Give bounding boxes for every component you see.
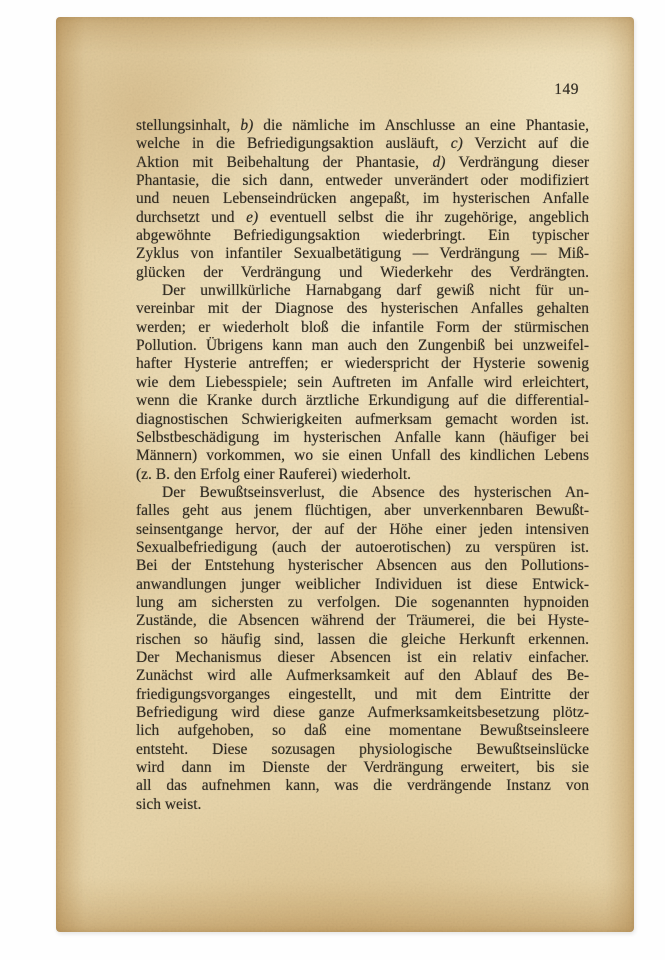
text-line: lich aufgehoben, so daß eine momentane Bewußtseinsleere [136, 722, 589, 740]
text-line: Männern) vorkommen, wo sie einen Unfall des kindlichen Lebens [136, 447, 589, 465]
page-number: 149 [554, 81, 579, 98]
text-line: vereinbar mit der Diagnose des hysterischen Anfalles gehalten [136, 300, 589, 318]
text-line: werden; er wiederholt bloß die infantile Form der stürmischen [136, 318, 589, 336]
text-line: diagnostischen Schwierigkeiten aufmerksam gemacht worden ist. [136, 410, 589, 428]
text-line: Aktion mit Beibehaltung der Phantasie, d) Verdrängung dieser [136, 153, 589, 171]
text-line: Pollution. Übrigens kann man auch den Zungenbiß bei unzweifel- [136, 337, 589, 355]
text-line: wird dann im Dienste der Verdrängung erweitert, bis sie [136, 759, 589, 777]
text-line: Zunächst wird alle Aufmerksamkeit auf den Ablauf des Be- [136, 667, 589, 685]
text-line: durchsetzt und e) eventuell selbst die ihr zugehörige, angeblich [136, 208, 589, 226]
book-page [56, 17, 634, 932]
text-line: lung am sichersten zu verfolgen. Die sogenannten hypnoiden [136, 593, 589, 611]
text-line: rischen so häufig sind, lassen die gleiche Herkunft erkennen. [136, 630, 589, 648]
text-line: glücken der Verdrängung und Wiederkehr des Verdrängten. [136, 263, 589, 281]
text-line: seinsentgange hervor, der auf der Höhe einer jeden intensiven [136, 520, 589, 538]
text-line: friedigungsvorganges eingestellt, und mit dem Eintritte der [136, 685, 589, 703]
text-line: welche in die Befriedigungsaktion ausläuft, c) Verzicht auf die [136, 135, 589, 153]
paragraph [136, 484, 589, 814]
text-line: und neuen Lebenseindrücken angepaßt, im hysterischen Anfalle [136, 190, 589, 208]
paragraph [136, 117, 589, 282]
text-line: Bei der Entstehung hysterischer Absencen aus den Pollutions- [136, 557, 589, 575]
text-line: Der Mechanismus dieser Absencen ist ein relativ einfacher. [136, 648, 589, 666]
text-line: entsteht. Diese sozusagen physiologische Bewußtseinslücke [136, 740, 589, 758]
text-line: falles geht aus jenem flüchtigen, aber unverkennbaren Bewußt- [136, 502, 589, 520]
page-content [56, 17, 634, 814]
text-line: wie dem Liebesspiele; sein Auftreten im Anfalle wird erleichtert, [136, 373, 589, 391]
text-line: Befriedigung wird diese ganze Aufmerksamkeitsbesetzung plötz- [136, 704, 589, 721]
text-line: (z. B. den Erfolg einer Rauferei) wiederholt. [136, 465, 412, 483]
text-line: Der Bewußtseinsverlust, die Absence des hysterischen An- [162, 483, 589, 501]
text-line: wenn die Kranke durch ärztliche Erkundigung auf die differential- [136, 392, 589, 410]
text-line: anwandlungen junger weiblicher Individuen ist diese Entwick- [136, 575, 589, 593]
text-line: Der unwillkürliche Harnabgang darf gewiß nicht für un- [162, 282, 589, 300]
text-block [136, 117, 589, 814]
text-line: hafter Hysterie antreffen; er wiederspricht der Hysterie sowenig [136, 355, 589, 373]
text-line: all das aufnehmen kann, was die verdrängende Instanz von [136, 777, 589, 795]
text-line: Phantasie, die sich dann, entweder unverändert oder modifiziert [136, 172, 589, 190]
text-line: Sexualbefriedigung (auch der autoerotischen) zu verspüren ist. [136, 538, 589, 556]
text-line: sich weist. [136, 795, 202, 813]
text-line: Zustände, die Absencen während der Träumerei, die bei Hyste- [136, 612, 589, 630]
text-line: abgewöhnte Befriedigungsaktion wiederbringt. Ein typischer [136, 227, 589, 245]
paragraph [136, 282, 589, 484]
text-line: Selbstbeschädigung im hysterischen Anfalle kann (häufiger bei [136, 428, 589, 446]
text-line: Zyklus von infantiler Sexualbetätigung — Verdrängung — Miß- [136, 245, 589, 263]
text-line: stellungsinhalt, b) die nämliche im Anschlusse an eine Phantasie, [136, 117, 589, 134]
